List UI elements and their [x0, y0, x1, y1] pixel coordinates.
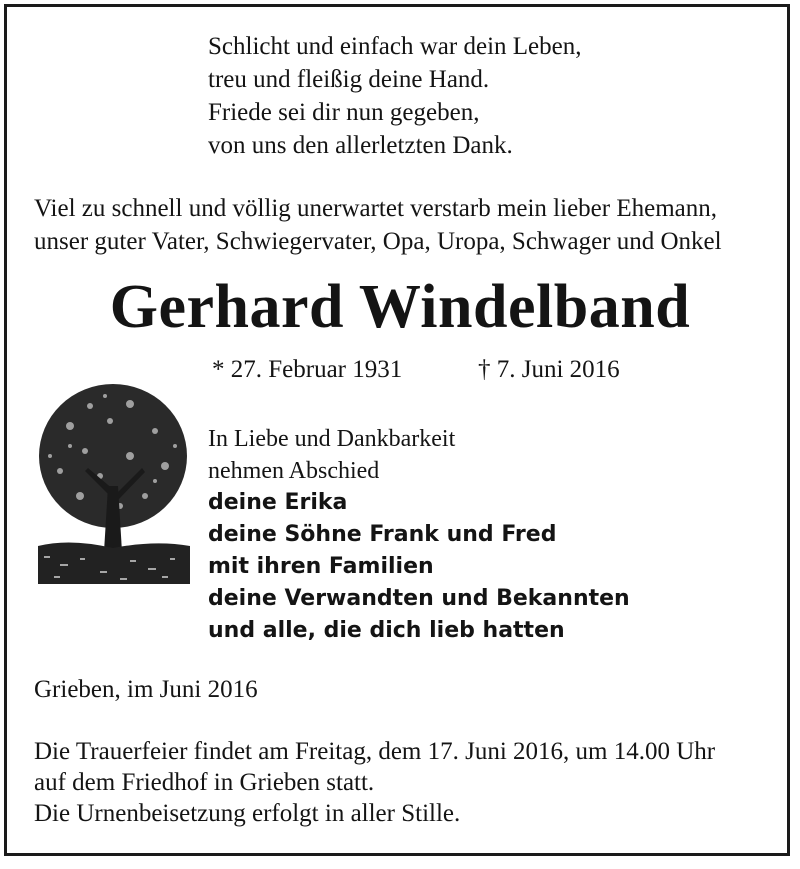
memorial-poem [208, 30, 581, 162]
death-date: † 7. Juni 2016 [478, 356, 620, 383]
tree-icon [30, 376, 196, 588]
deceased-name: Gerhard Windelband [109, 273, 691, 341]
farewell-line: nehmen Abschied [208, 458, 380, 484]
announcement-line: Viel zu schnell und völlig unerwartet verstarb mein lieber Ehemann, [34, 195, 717, 222]
mourner-line: deine Verwandten und Bekannten [208, 586, 630, 611]
poem-line: von uns den allerletzten Dank. [208, 132, 513, 159]
poem-line: Friede sei dir nun gegeben, [208, 99, 480, 126]
poem-line: treu und fleißig deine Hand. [208, 66, 490, 93]
mourner-line: mit ihren Familien [208, 554, 434, 579]
funeral-line: Die Urnenbeisetzung erfolgt in aller Stille. [34, 800, 461, 827]
place-date: Grieben, im Juni 2016 [34, 676, 258, 703]
poem-line: Schlicht und einfach war dein Leben, [208, 33, 582, 60]
funeral-line: Die Trauerfeier findet am Freitag, dem 17. Juni 2016, um 14.00 Uhr [34, 738, 716, 765]
death-announcement [34, 192, 722, 258]
funeral-info [34, 736, 715, 829]
mourner-line: und alle, die dich lieb hatten [208, 618, 565, 643]
birth-date: * 27. Februar 1931 [212, 356, 403, 383]
mourner-line: deine Söhne Frank und Fred [208, 522, 557, 547]
funeral-line: auf dem Friedhof in Grieben statt. [34, 769, 375, 796]
mourners-list [208, 487, 630, 647]
farewell-text [208, 423, 455, 487]
farewell-line: In Liebe und Dankbarkeit [208, 426, 456, 452]
announcement-line: unser guter Vater, Schwiegervater, Opa, Uropa, Schwager und Onkel [34, 228, 722, 255]
mourner-line: deine Erika [208, 490, 348, 515]
